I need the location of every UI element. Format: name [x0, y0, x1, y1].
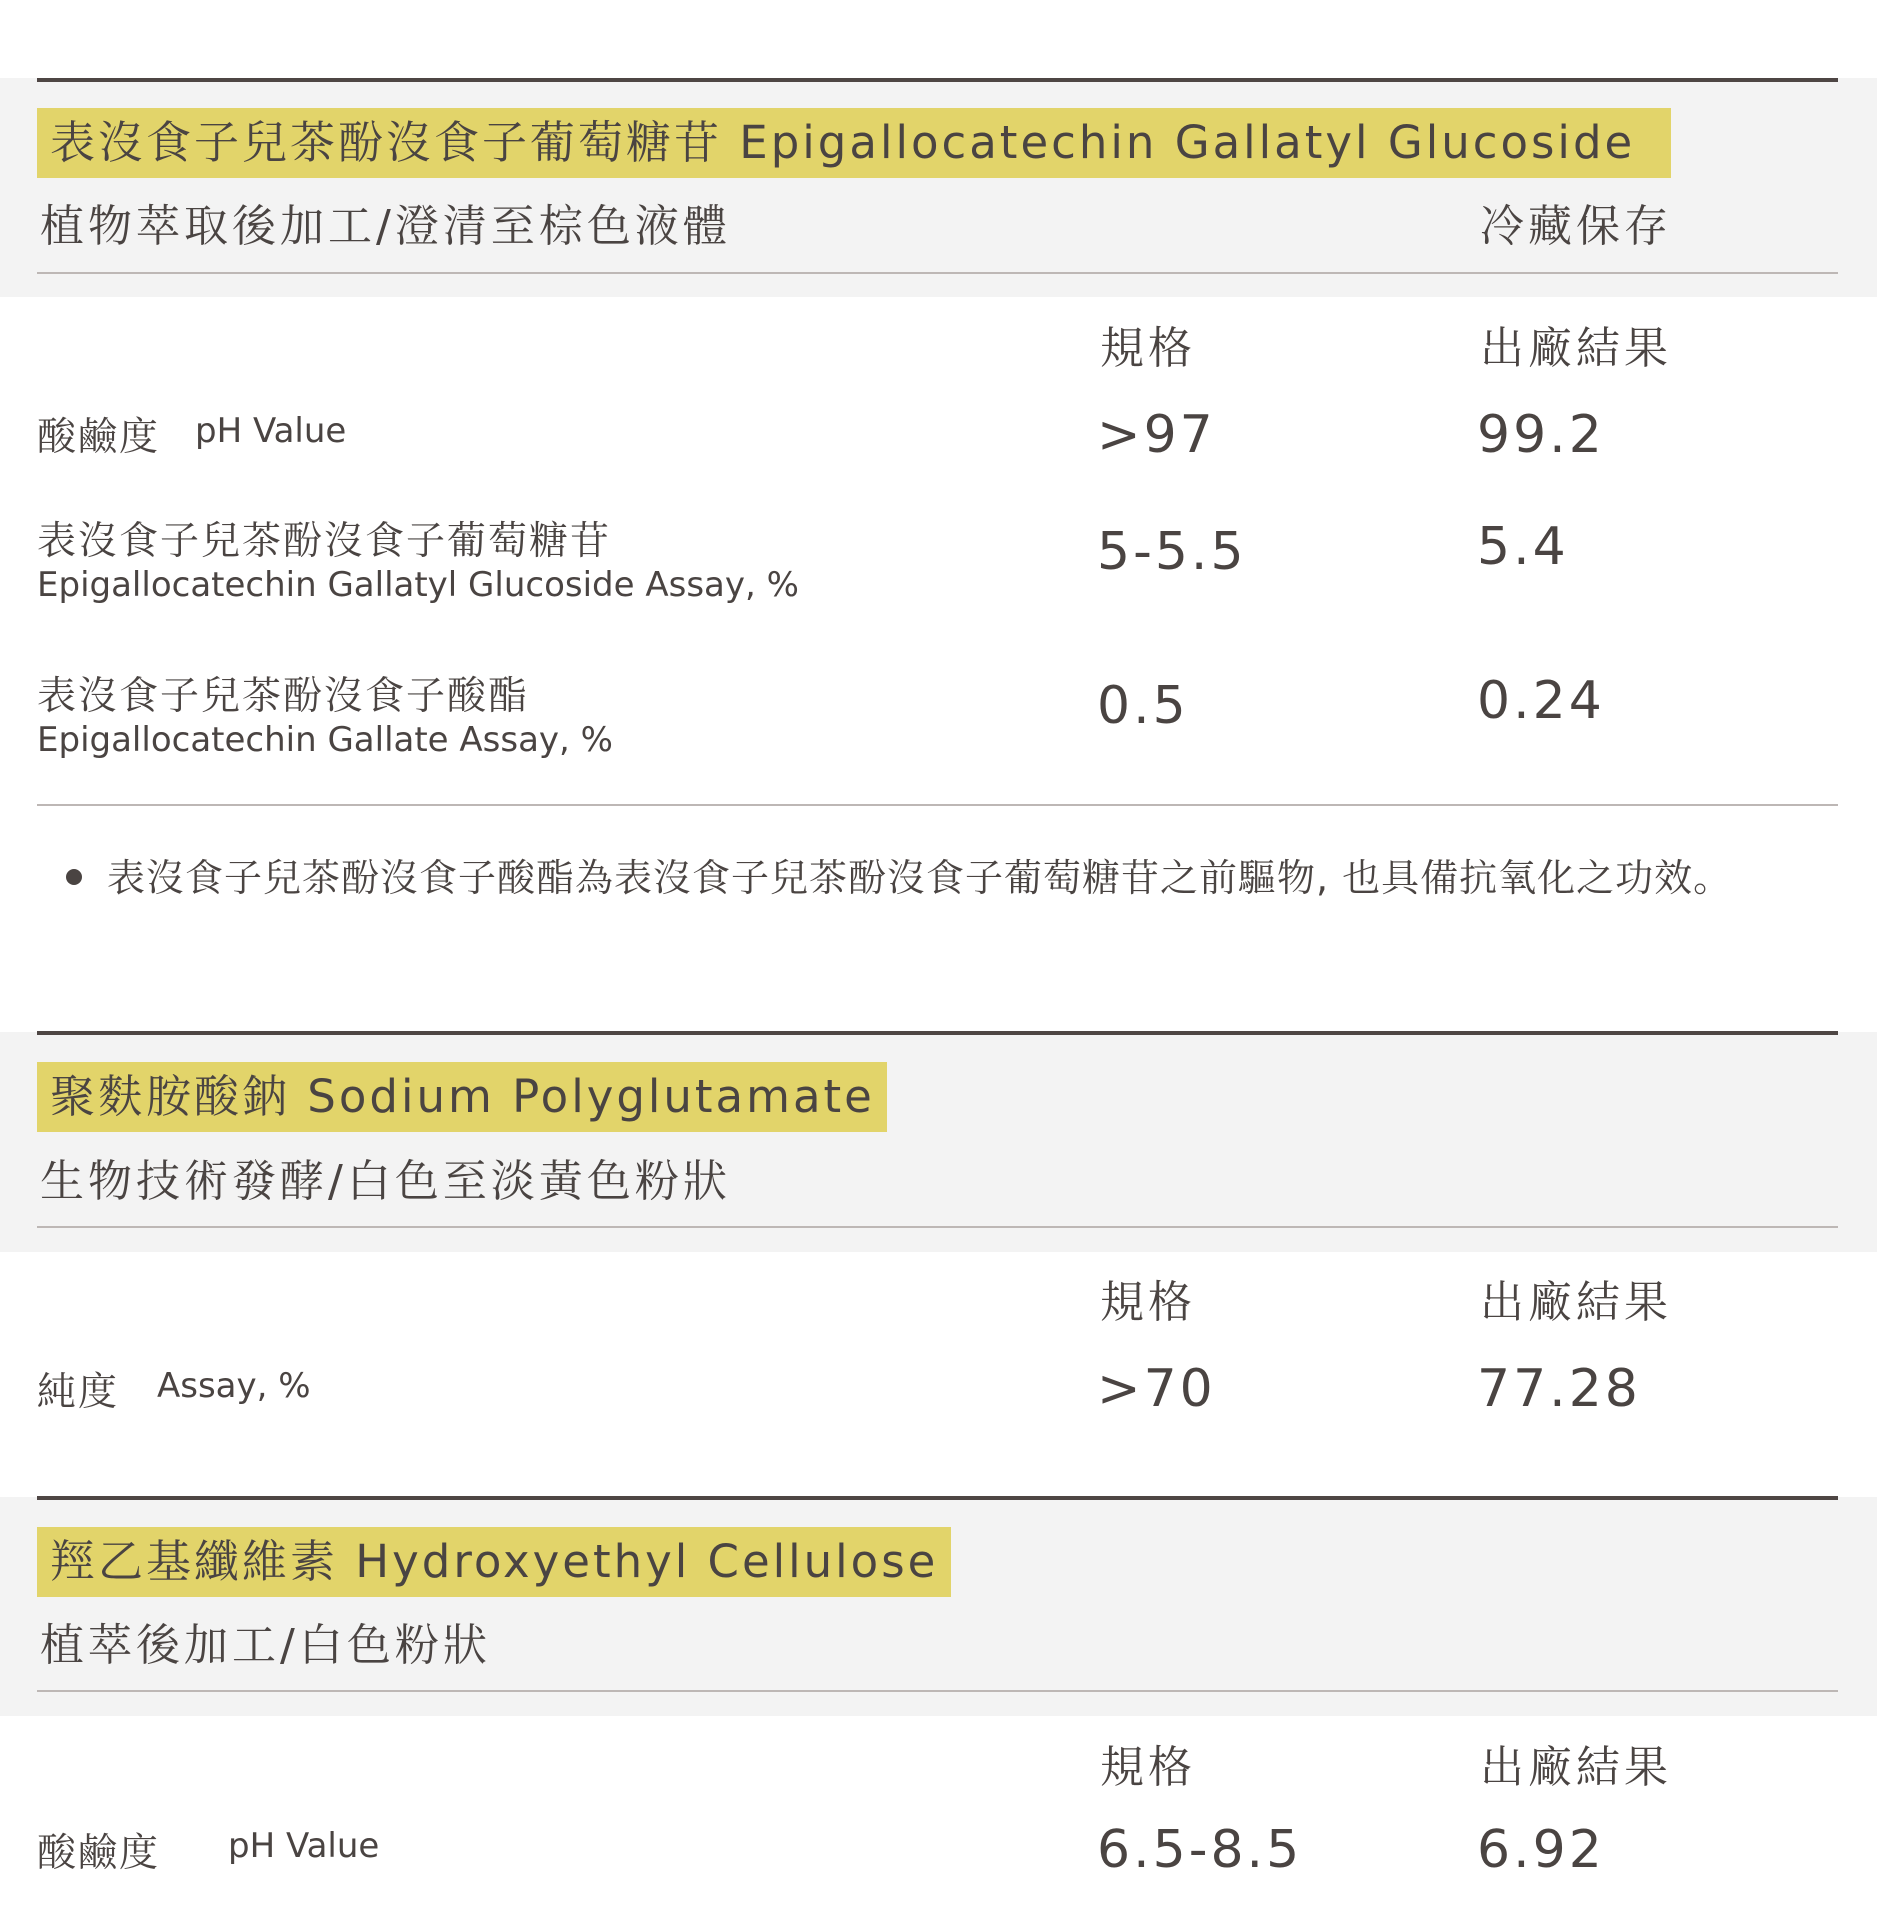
section-1-note: 表沒食子兒茶酚沒食子酸酯為表沒食子兒茶酚沒食子葡萄糖苷之前驅物, 也具備抗氧化之功效。 [107, 856, 1733, 900]
section-1-row-3-result: 0.24 [1477, 671, 1605, 731]
section-1-top-rule [37, 78, 1838, 82]
section-2-row-1-result: 77.28 [1477, 1359, 1641, 1419]
section-2-top-rule [37, 1031, 1838, 1035]
section-3-row-1-label-zh: 酸鹼度 [37, 1831, 161, 1876]
section-1-row-2-result: 5.4 [1477, 517, 1569, 577]
section-1-row-1-spec: >97 [1097, 405, 1216, 465]
section-1-table-bottom-rule [37, 804, 1838, 806]
section-1-row-2-label-en: Epigallocatechin Gallatyl Glucoside Assay, % [37, 565, 799, 605]
section-1-row-3-label-zh: 表沒食子兒茶酚沒食子酸酯 [37, 674, 530, 719]
section-1-title: 表沒食子兒茶酚沒食子葡萄糖苷 Epigallocatechin Gallatyl Glucoside [50, 116, 1636, 169]
section-3-header-bottom-rule [37, 1690, 1838, 1692]
section-1-row-3-label-en: Epigallocatechin Gallate Assay, % [37, 720, 613, 760]
section-1-result-heading: 出廠結果 [1480, 323, 1672, 374]
section-1-row-3-spec: 0.5 [1097, 676, 1189, 736]
section-1-header-bottom-rule [37, 272, 1838, 274]
section-3-top-rule [37, 1496, 1838, 1500]
section-3-row-1-spec: 6.5-8.5 [1097, 1820, 1303, 1880]
section-1-row-2-spec: 5-5.5 [1097, 522, 1247, 582]
section-3-spec-heading: 規格 [1100, 1742, 1196, 1793]
section-2-row-1-spec: >70 [1097, 1359, 1216, 1419]
section-1-row-1-label-zh: 酸鹼度 [37, 415, 161, 460]
section-2-title: 聚麩胺酸鈉 Sodium Polyglutamate [50, 1070, 875, 1123]
section-3-result-heading: 出廠結果 [1480, 1742, 1672, 1793]
section-1-row-1-result: 99.2 [1477, 405, 1605, 465]
section-1-storage: 冷藏保存 [1480, 201, 1672, 252]
section-1-row-2-label-zh: 表沒食子兒茶酚沒食子葡萄糖苷 [37, 519, 612, 564]
section-2-header-bottom-rule [37, 1226, 1838, 1228]
section-2-process: 生物技術發酵/白色至淡黃色粉狀 [40, 1156, 731, 1207]
section-1-process: 植物萃取後加工/澄清至棕色液體 [40, 201, 731, 252]
section-2-row-1-label-en: Assay, % [157, 1366, 311, 1406]
section-2-row-1-label-zh: 純度 [37, 1370, 120, 1415]
section-3-process: 植萃後加工/白色粉狀 [40, 1620, 491, 1671]
section-3-title: 羥乙基纖維素 Hydroxyethyl Cellulose [50, 1535, 939, 1588]
section-2-result-heading: 出廠結果 [1480, 1277, 1672, 1328]
section-3-row-1-label-en: pH Value [228, 1826, 380, 1866]
section-1-spec-heading: 規格 [1100, 323, 1196, 374]
section-1-note-bullet [66, 869, 82, 885]
section-2-spec-heading: 規格 [1100, 1277, 1196, 1328]
section-3-row-1-result: 6.92 [1477, 1820, 1605, 1880]
section-1-row-1-label-en: pH Value [195, 411, 347, 451]
